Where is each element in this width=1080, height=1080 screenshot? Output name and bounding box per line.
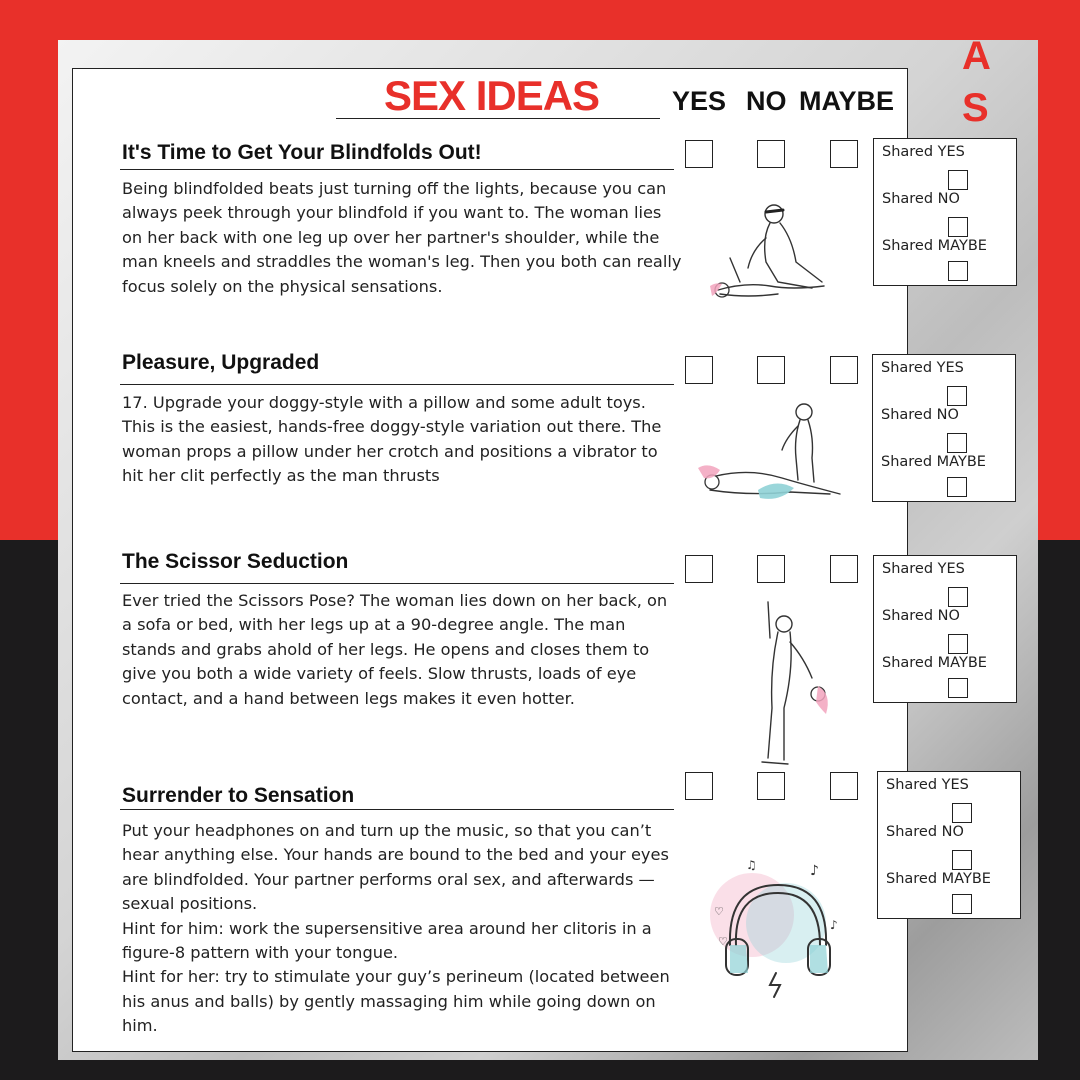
blindfold-position-illustration: [700, 190, 840, 310]
shared-no-checkbox[interactable]: [952, 850, 972, 870]
section-title: Pleasure, Upgraded: [122, 351, 320, 374]
maybe-checkbox[interactable]: [830, 356, 858, 384]
shared-no-label: Shared NO: [881, 407, 959, 423]
svg-text:♫: ♫: [746, 858, 757, 872]
scissor-position-illustration: [740, 598, 840, 768]
svg-text:♡: ♡: [714, 905, 724, 918]
section-hint-her: Hint for her: try to stimulate your guy’s perineum (located between his anus and balls) by gently massaging him while going down on him.: [122, 967, 670, 1036]
yes-checkbox[interactable]: [685, 140, 713, 168]
shared-maybe-checkbox[interactable]: [947, 477, 967, 497]
shared-yes-label: Shared YES: [886, 777, 969, 793]
shared-maybe-checkbox[interactable]: [948, 678, 968, 698]
column-header-no: NO: [746, 86, 787, 116]
shared-yes-checkbox[interactable]: [948, 587, 968, 607]
section-title: Surrender to Sensation: [122, 784, 355, 807]
maybe-checkbox[interactable]: [830, 555, 858, 583]
section-paragraph: Put your headphones on and turn up the music, so that you can’t hear anything else. Your hands are bound to the bed and your eyes are blindfolded. Your partner performs oral sex, and afterwards — sexual positions.: [122, 821, 669, 914]
shared-yes-label: Shared YES: [882, 561, 965, 577]
shared-yes-label: Shared YES: [881, 360, 964, 376]
yes-checkbox[interactable]: [685, 555, 713, 583]
section-title: The Scissor Seduction: [122, 550, 349, 573]
shared-yes-checkbox[interactable]: [952, 803, 972, 823]
maybe-checkbox[interactable]: [830, 140, 858, 168]
section-body: [122, 589, 682, 711]
maybe-checkbox[interactable]: [830, 772, 858, 800]
page-title: SEX IDEAS: [384, 72, 600, 119]
shared-maybe-checkbox[interactable]: [952, 894, 972, 914]
column-header-maybe: MAYBE: [799, 86, 895, 116]
no-checkbox[interactable]: [757, 140, 785, 168]
section-paragraph: 17. Upgrade your doggy-style with a pillow and some adult toys. This is the easiest, hands-free doggy-style variation out there. The woman props a pillow under her crotch and positions a vibrator to hit her clit perfectly as the man thrusts: [122, 393, 662, 486]
shared-no-checkbox[interactable]: [948, 634, 968, 654]
svg-text:♡: ♡: [718, 935, 728, 948]
doggy-style-illustration: [690, 398, 850, 508]
svg-text:♪: ♪: [830, 918, 838, 932]
no-checkbox[interactable]: [757, 772, 785, 800]
headphones-icon: [690, 845, 850, 1005]
shared-yes-checkbox[interactable]: [948, 170, 968, 190]
shared-maybe-label: Shared MAYBE: [886, 871, 991, 887]
svg-text:♪: ♪: [810, 863, 819, 879]
section-underline: [120, 809, 674, 810]
shared-no-label: Shared NO: [882, 608, 960, 624]
shared-answers-box: [872, 354, 1016, 502]
no-checkbox[interactable]: [757, 555, 785, 583]
section-paragraph: Ever tried the Scissors Pose? The woman lies down on her back, on a sofa or bed, with her legs up at a 90-degree angle. The man stands and grabs ahold of her legs. He opens and closes them to give you both a wide variety of feels. Slow thrusts, loads of eye contact, and a hand between legs makes it even hotter.: [122, 591, 668, 708]
shared-yes-checkbox[interactable]: [947, 386, 967, 406]
section-body: [122, 177, 682, 299]
shared-no-label: Shared NO: [886, 824, 964, 840]
shared-maybe-label: Shared MAYBE: [882, 238, 987, 254]
shared-yes-label: Shared YES: [882, 144, 965, 160]
section-body: [122, 819, 682, 1039]
shared-no-checkbox[interactable]: [948, 217, 968, 237]
shared-no-checkbox[interactable]: [947, 433, 967, 453]
shared-maybe-label: Shared MAYBE: [881, 454, 986, 470]
corner-letter-a: A: [962, 34, 991, 78]
shared-answers-box: [873, 138, 1017, 286]
yes-checkbox[interactable]: [685, 772, 713, 800]
section-hint-him: Hint for him: work the supersensitive area around her clitoris in a figure-8 pattern with your tongue.: [122, 918, 652, 963]
corner-letter-s: S: [962, 86, 989, 130]
shared-answers-box: [877, 771, 1021, 919]
section-underline: [120, 583, 674, 584]
yes-checkbox[interactable]: [685, 356, 713, 384]
shared-maybe-label: Shared MAYBE: [882, 655, 987, 671]
section-title: It's Time to Get Your Blindfolds Out!: [122, 141, 482, 164]
section-paragraph: Being blindfolded beats just turning off the lights, because you can always peek through your blindfold if you want to. The woman lies on her back with one leg up over her partner's shoulder, while the man kneels and straddles the woman's leg. Then you both can really focus solely on the physical sensations.: [122, 179, 682, 296]
shared-maybe-checkbox[interactable]: [948, 261, 968, 281]
shared-answers-box: [873, 555, 1017, 703]
column-header-yes: YES: [672, 86, 727, 116]
section-body: [122, 391, 682, 489]
section-underline: [120, 384, 674, 385]
title-underline: [336, 118, 660, 119]
no-checkbox[interactable]: [757, 356, 785, 384]
shared-no-label: Shared NO: [882, 191, 960, 207]
section-underline: [120, 169, 674, 170]
